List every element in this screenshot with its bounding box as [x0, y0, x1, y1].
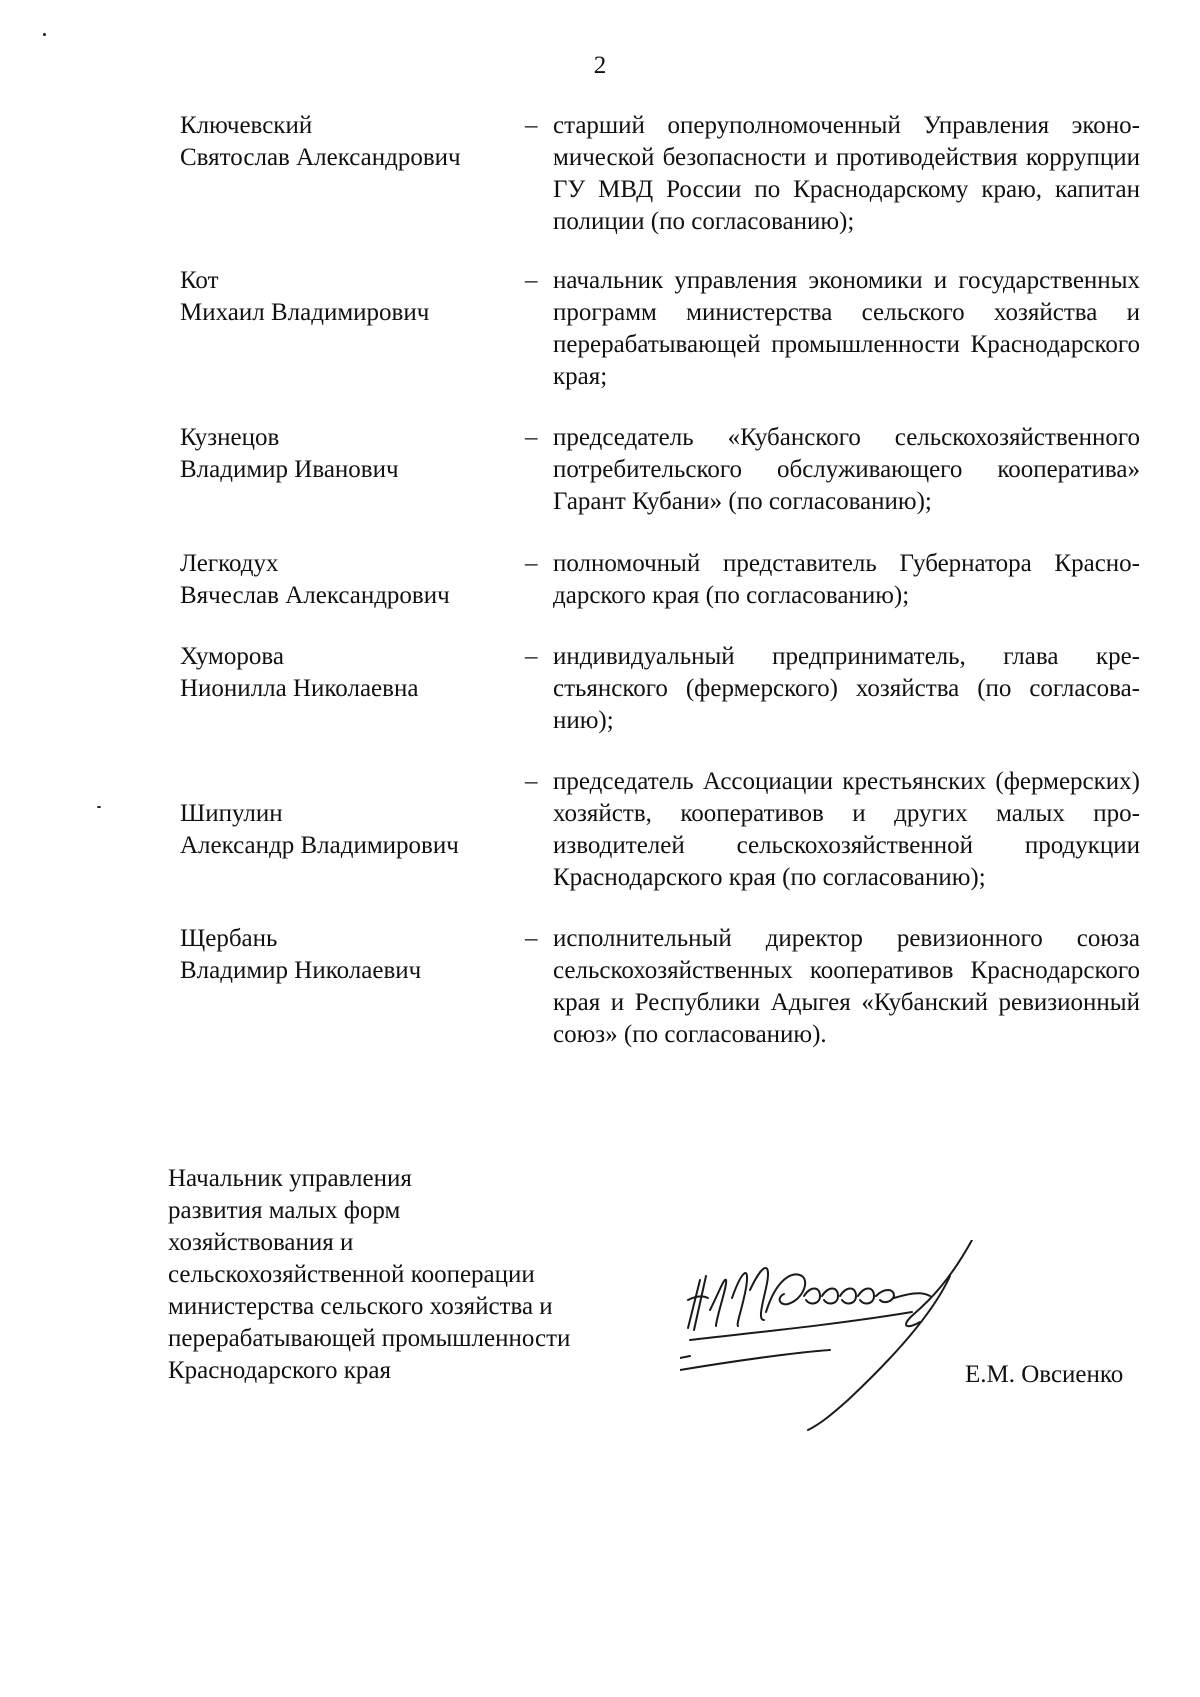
- scan-speck: [43, 33, 46, 36]
- member-name: [180, 548, 500, 612]
- member-position: старший оперуполномоченный Управления экономической безопасности и противодействия коррупции ГУ МВД России по Краснодарскому краю, капитан полиции (по согласованию);: [553, 112, 1140, 235]
- member-position: председатель «Кубанского сельскохозяйственного потребительского обслуживающего кооператива» Гарант Кубани» (по согласованию);: [553, 424, 1140, 515]
- member-given-name: Нионилла Николаевна: [180, 675, 419, 702]
- member-position: начальник управления экономики и государственных программ министерства сельского хозяйства и перерабатывающей промышленности Краснодарского края;: [553, 267, 1140, 390]
- signatory-position-line: министерства сельского хозяйства и: [168, 1293, 553, 1320]
- member-surname: Ключевский: [180, 112, 313, 139]
- member-given-name: Святослав Александрович: [180, 144, 461, 171]
- entry-dash: –: [525, 768, 538, 795]
- member-name: [180, 798, 500, 862]
- signatory-name: Е.М. Овсиенко: [965, 1361, 1124, 1388]
- member-given-name: Александр Владимирович: [180, 832, 459, 859]
- entry-dash: –: [525, 550, 538, 577]
- member-position: индивидуальный предприниматель, глава крестьянского (фермерского) хозяйства (по согласованию);: [553, 643, 1140, 734]
- member-position: председатель Ассоциации крестьянских (фермерских) хозяйств, кооперативов и других малых производителей сельскохозяйственной продукции Краснодарского края (по согласованию);: [553, 768, 1140, 891]
- member-surname: Легкодух: [180, 550, 279, 577]
- member-position: полномочный представитель Губернатора Краснодарского края (по согласованию);: [553, 550, 1140, 609]
- signatory-position-line: хозяйствования и: [168, 1229, 354, 1256]
- member-given-name: Владимир Иванович: [180, 456, 399, 483]
- member-given-name: Михаил Владимирович: [180, 299, 430, 326]
- member-surname: Хуморова: [180, 643, 284, 670]
- entry-dash: –: [525, 925, 538, 952]
- signatory-position-line: развития малых форм: [168, 1197, 401, 1224]
- entry-dash: –: [525, 424, 538, 451]
- member-surname: Кузнецов: [180, 424, 280, 451]
- scan-speck: [97, 806, 101, 808]
- entry-dash: –: [525, 267, 538, 294]
- signatory-position-line: сельскохозяйственной кооперации: [168, 1261, 535, 1288]
- signatory-position-line: Краснодарского края: [168, 1357, 391, 1384]
- member-name: [180, 422, 500, 486]
- member-name: [180, 265, 500, 329]
- member-name: [180, 923, 500, 987]
- handwritten-signature: [680, 1240, 1070, 1450]
- member-surname: Кот: [180, 267, 219, 294]
- page-number: 2: [593, 52, 607, 79]
- entry-dash: –: [525, 112, 538, 139]
- entry-dash: –: [525, 643, 538, 670]
- member-name: [180, 110, 500, 174]
- member-position: исполнительный директор ревизионного союза сельскохозяйственных кооперативов Краснодарского края и Республики Адыгея «Кубанский ревизионный союз» (по согласованию).: [553, 925, 1140, 1048]
- member-name: [180, 641, 500, 705]
- signatory-position-line: перерабатывающей промышленности: [168, 1325, 571, 1352]
- member-surname: Щербань: [180, 925, 278, 952]
- member-given-name: Владимир Николаевич: [180, 957, 422, 984]
- member-given-name: Вячеслав Александрович: [180, 582, 450, 609]
- member-surname: Шипулин: [180, 800, 283, 827]
- signatory-position: [168, 1163, 668, 1387]
- signatory-position-line: Начальник управления: [168, 1165, 412, 1192]
